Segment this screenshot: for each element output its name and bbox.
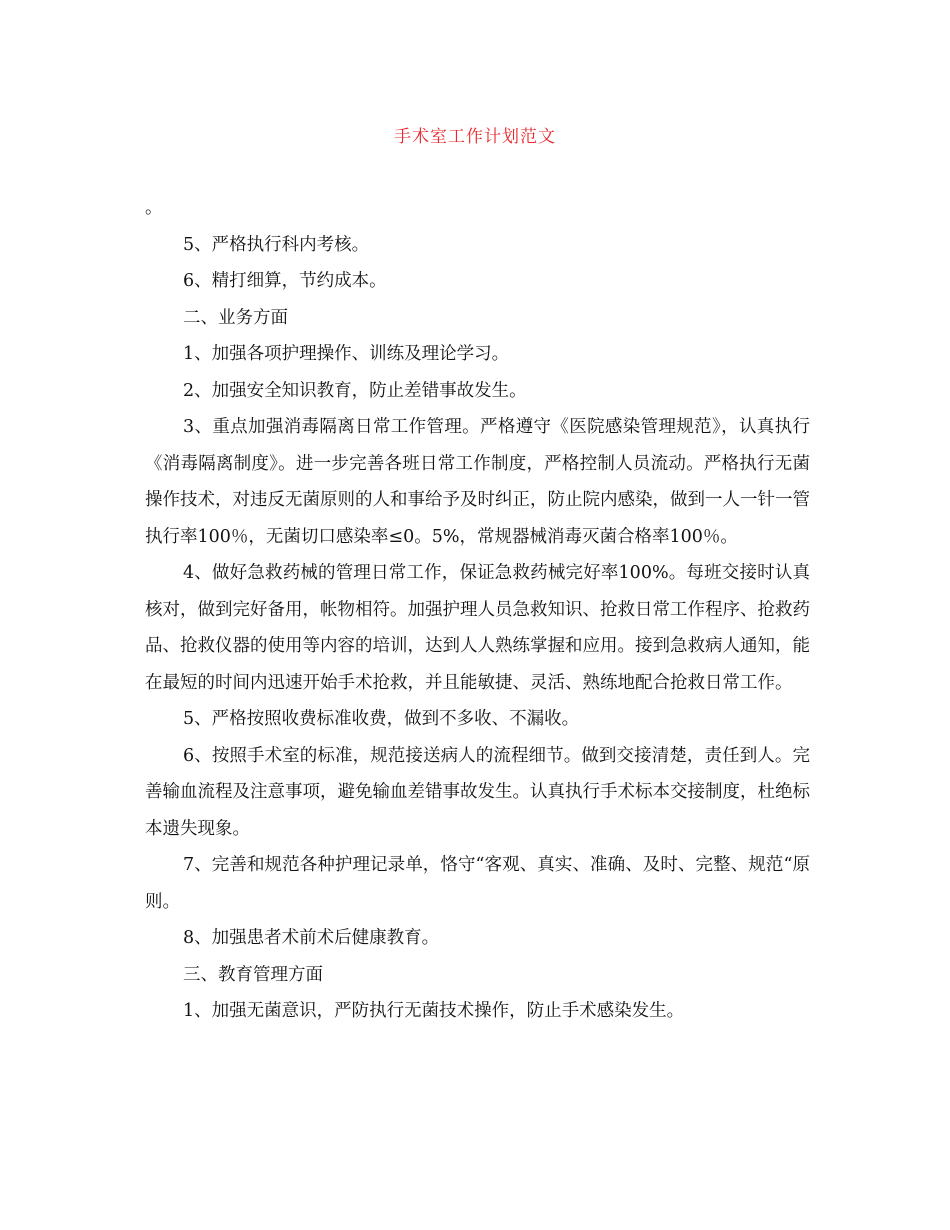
paragraph-business-8: 8、加强患者术前术后健康教育。 bbox=[183, 928, 440, 948]
document-body bbox=[145, 190, 810, 1030]
paragraph-business-7: 7、完善和规范各种护理记录单，恪守“客观、真实、准确、及时、完整、规范“原则。 bbox=[145, 855, 810, 912]
paragraph-business-5: 5、严格按照收费标准收费，做到不多收、不漏收。 bbox=[183, 709, 580, 729]
paragraph-business-1: 1、加强各项护理操作、训练及理论学习。 bbox=[183, 344, 510, 364]
paragraph-business-6: 6、按照手术室的标准，规范接送病人的流程细节。做到交接清楚，责任到人。完善输血流程及注意事项，避免输血差错事故发生。认真执行手术标本交接制度，杜绝标本遗失现象。 bbox=[145, 745, 810, 839]
paragraph-item-5-assessment: 5、严格执行科内考核。 bbox=[183, 234, 370, 255]
paragraph-business-2: 2、加强安全知识教育，防止差错事故发生。 bbox=[183, 380, 527, 401]
paragraph-business-3: 3、重点加强消毒隔离日常工作管理。严格遵守《医院感染管理规范》，认真执行《消毒隔离制度》。进一步完善各班日常工作制度，严格控制人员流动。严格执行无菌操作技术，对违反无菌原则的人和事给予及时纠正，防止院内感染，做到一人一针一管执行率100％，无菌切口感染率≤0。5%，常规器械消毒灭菌合格率100％。 bbox=[145, 417, 810, 547]
section-heading-education: 三、教育管理方面 bbox=[183, 964, 323, 985]
section-heading-business: 二、业务方面 bbox=[183, 307, 288, 328]
paragraph-education-1: 1、加强无菌意识，严防执行无菌技术操作，防止手术感染发生。 bbox=[183, 1001, 685, 1021]
document-title: 手术室工作计划范文 bbox=[394, 127, 556, 147]
paragraph-item-6-cost: 6、精打细算，节约成本。 bbox=[183, 271, 387, 291]
paragraph-business-4: 4、做好急救药械的管理日常工作，保证急救药械完好率100%。每班交接时认真核对，做到完好备用，帐物相符。加强护理人员急救知识、抢救日常工作程序、抢救药品、抢救仪器的使用等内容的培训，达到人人熟练掌握和应用。接到急救病人通知，能在最短的时间内迅速开始手术抢救，并且能敏捷、灵活、熟练地配合抢救日常工作。 bbox=[145, 563, 810, 693]
paragraph-continuation: 。 bbox=[145, 198, 163, 218]
